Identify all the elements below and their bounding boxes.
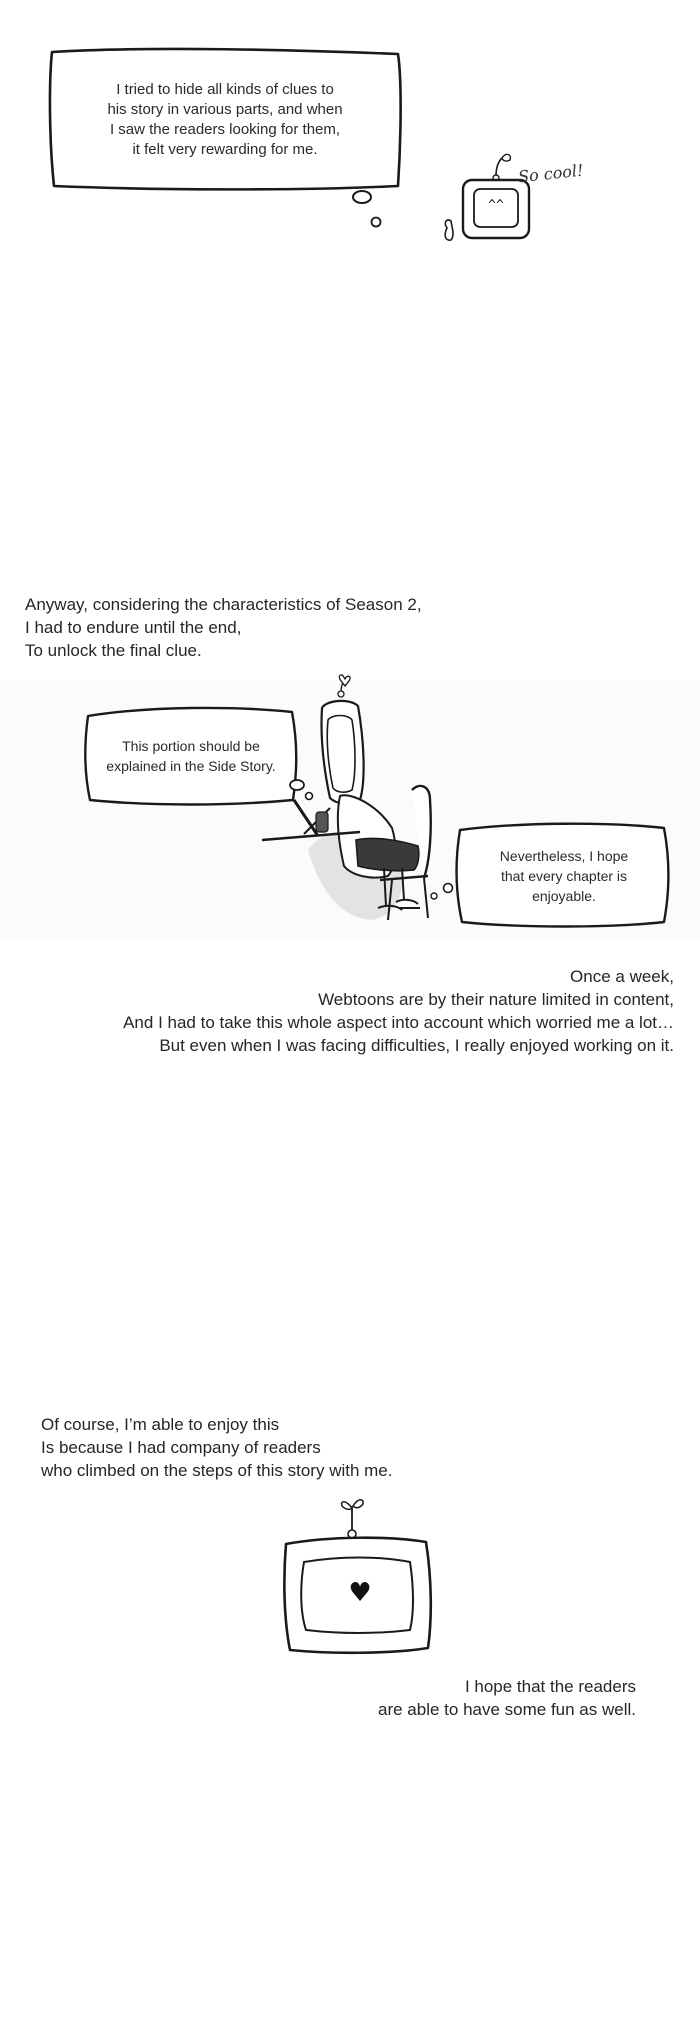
tv-face-text: ^^: [488, 198, 504, 213]
so-cool-sfx: So cool!: [517, 160, 585, 187]
heart-icon: ♥: [348, 1578, 372, 1608]
bubble-line: his story in various parts, and when: [107, 101, 343, 118]
bubble-line: I saw the readers looking for them,: [109, 121, 341, 138]
bubble-line: enjoyable.: [532, 888, 596, 904]
clues-bubble-text: [70, 80, 380, 160]
side-story-bubble-text: [88, 736, 294, 776]
narration-line: I hope that the readers: [464, 1677, 636, 1696]
narration-hope-readers: [378, 1675, 636, 1721]
narration-line: I had to endure until the end,: [25, 618, 242, 637]
narration-line: Is because I had company of readers: [41, 1438, 321, 1457]
narration-line: who climbed on the steps of this story with me.: [41, 1461, 393, 1480]
bubble-line: Nevertheless, I hope: [499, 848, 629, 864]
narration-line: And I had to take this whole aspect into account which worried me a lot…: [123, 1013, 674, 1032]
narration-line: are able to have some fun as well.: [378, 1700, 636, 1719]
bubble-line: it felt very rewarding for me.: [132, 141, 318, 158]
narration-season2: [25, 593, 422, 662]
narration-line: Webtoons are by their nature limited in content,: [318, 990, 674, 1009]
bubble-line: that every chapter is: [500, 868, 628, 884]
bubble-line: I tried to hide all kinds of clues to: [116, 81, 334, 98]
bubble-line: explained in the Side Story.: [106, 758, 276, 774]
narration-once-a-week: [123, 965, 674, 1057]
narration-of-course: [41, 1413, 393, 1482]
narration-line: Once a week,: [570, 967, 674, 986]
narration-line: But even when I was facing difficulties, I really enjoyed working on it.: [159, 1036, 674, 1055]
bubble-line: This portion should be: [122, 738, 260, 754]
narration-line: To unlock the final clue.: [25, 641, 202, 660]
narration-line: Of course, I’m able to enjoy this: [41, 1415, 280, 1434]
narration-line: Anyway, considering the characteristics of Season 2,: [25, 595, 422, 614]
enjoyable-bubble-text: [462, 846, 666, 906]
tv-character-heart: [284, 1500, 430, 1653]
